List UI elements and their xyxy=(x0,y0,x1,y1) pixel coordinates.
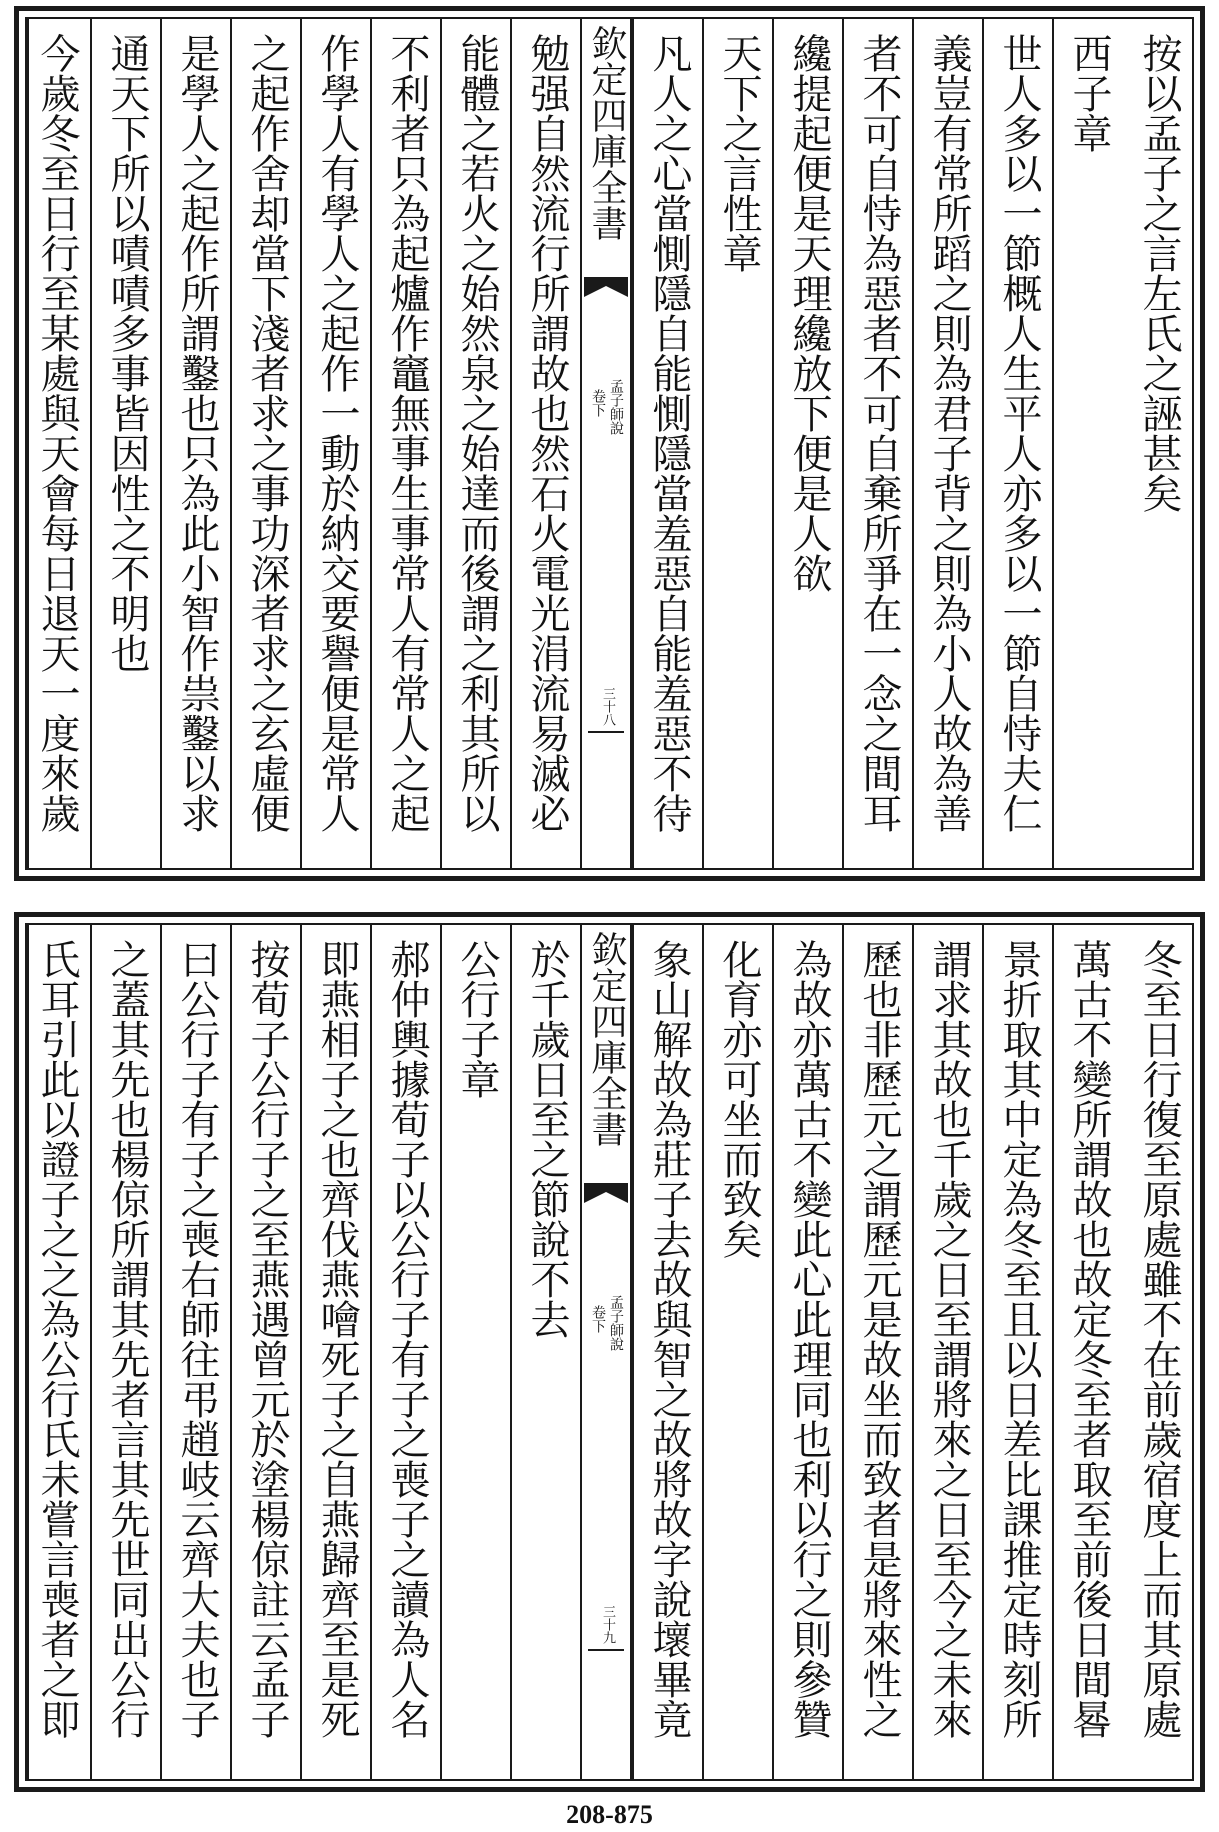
text-column: 氏耳引此以證子之之為公行氏未嘗言喪者之即 xyxy=(27,925,90,1779)
text-column: 勉强自然流行所謂故也然石火電光涓流易滅必 xyxy=(510,19,580,868)
text-column: 景折取其中定為冬至且以日差比課推定時刻所 xyxy=(982,925,1052,1779)
center-gutter xyxy=(580,925,632,1779)
gutter-book-name: 孟子師說 xyxy=(608,379,624,435)
gutter-volume: 卷下 xyxy=(590,389,606,417)
gutter-title: 欽定四庫全書 xyxy=(586,25,627,241)
center-gutter xyxy=(580,19,632,868)
text-column: 公行子章 xyxy=(440,925,510,1779)
text-column: 即燕相子之也齊伐燕噲死子之自燕歸齊至是死 xyxy=(300,925,370,1779)
fishtail-mark xyxy=(584,1183,628,1203)
text-column: 不利者只為起爐作竈無事生事常人有常人之起 xyxy=(370,19,440,868)
text-column: 今歲冬至日行至某處與天會每日退天一度來歲 xyxy=(27,19,90,868)
text-column: 象山解故為莊子去故與智之故將故字說壞畢竟 xyxy=(632,925,702,1779)
text-column: 之蓋其先也楊倞所謂其先者言其先世同出公行 xyxy=(90,925,160,1779)
text-column: 按荀子公行子之至燕遇曾元於塗楊倞註云孟子 xyxy=(230,925,300,1779)
text-column: 凡人之心當惻隱自能惻隱當羞惡自能羞惡不待 xyxy=(632,19,702,868)
page-number: 208-875 xyxy=(566,1800,653,1829)
fishtail-mark xyxy=(584,277,628,297)
text-column: 纔提起便是天理纔放下便是人欲 xyxy=(772,19,842,868)
lower-page-inner-border xyxy=(25,923,1194,1781)
text-column: 義豈有常所蹈之則為君子背之則為小人故為善 xyxy=(912,19,982,868)
text-column: 郝仲輿據荀子以公行子有子之喪子之讀為人名 xyxy=(370,925,440,1779)
text-column: 歷也非歷元之謂歷元是故坐而致者是將來性之 xyxy=(842,925,912,1779)
text-column: 作學人有學人之起作一動於納交要譽便是常人 xyxy=(300,19,370,868)
gutter-rule xyxy=(588,731,624,733)
text-column: 通天下所以嘖嘖多事皆因性之不明也 xyxy=(90,19,160,868)
text-column: 之起作舍却當下淺者求之事功深者求之玄虛便 xyxy=(230,19,300,868)
text-column: 能體之若火之始然泉之始達而後謂之利其所以 xyxy=(440,19,510,868)
text-column: 天下之言性章 xyxy=(702,19,772,868)
text-column: 者不可自恃為惡者不可自棄所爭在一念之間耳 xyxy=(842,19,912,868)
text-column: 謂求其故也千歲之日至謂將來之日至今之未來 xyxy=(912,925,982,1779)
text-column: 是學人之起作所謂鑿也只為此小智作祟鑿以求 xyxy=(160,19,230,868)
gutter-leaf-number: 三十八 xyxy=(600,687,615,726)
text-column: 萬古不變所謂故也故定冬至者取至前後日間晷 xyxy=(1052,925,1122,1779)
text-column: 為故亦萬古不變此心此理同也利以行之則參贊 xyxy=(772,925,842,1779)
text-column: 於千歲日至之節說不去 xyxy=(510,925,580,1779)
text-column: 曰公行子有子之喪右師往弔趙岐云齊大夫也子 xyxy=(160,925,230,1779)
text-column: 冬至日行復至原處雖不在前歲宿度上而其原處 xyxy=(1136,939,1182,1739)
text-column: 按以孟子之言左氏之誣甚矣 xyxy=(1136,33,1182,513)
gutter-rule xyxy=(588,1649,624,1651)
gutter-volume: 卷下 xyxy=(590,1305,606,1333)
gutter-title: 欽定四庫全書 xyxy=(586,931,627,1147)
text-column: 世人多以一節概人生平人亦多以一節自恃夫仁 xyxy=(982,19,1052,868)
text-column: 西子章 xyxy=(1052,19,1122,868)
lower-page-frame xyxy=(14,912,1205,1792)
upper-page-frame xyxy=(14,6,1205,881)
text-column: 化育亦可坐而致矣 xyxy=(702,925,772,1779)
upper-page-inner-border xyxy=(25,17,1194,870)
gutter-leaf-number: 三十九 xyxy=(600,1605,615,1644)
gutter-book-name: 孟子師說 xyxy=(608,1295,624,1351)
